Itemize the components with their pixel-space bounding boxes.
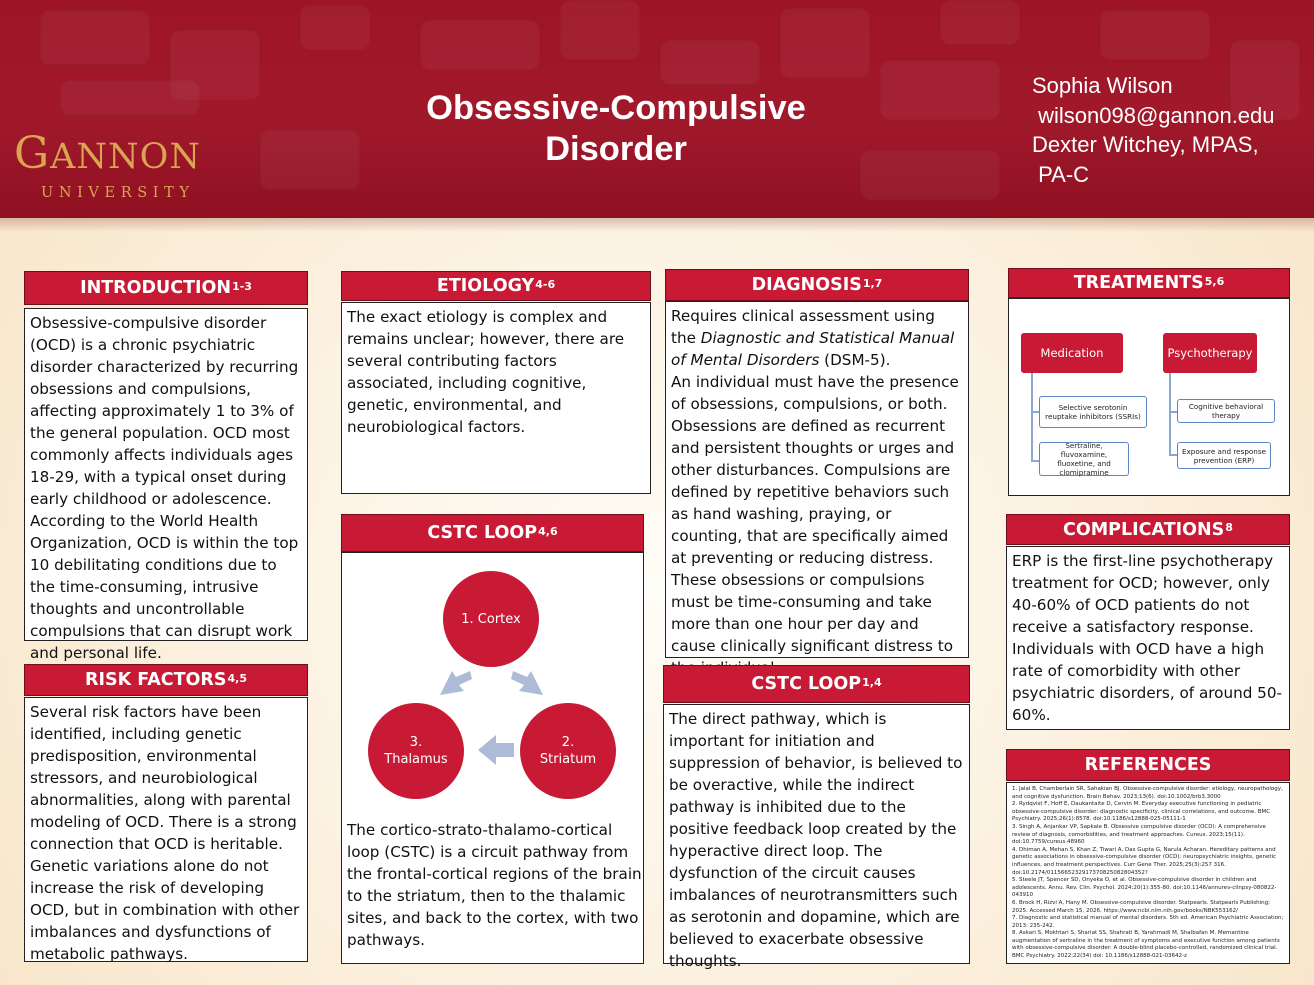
reference-item: 6. Brock H, Rizvi A, Hany M. Obsessive-compulsive disorder. Statpearls. Statpearls Publishing; 2025. Accessed March 15, 2026. https://www.ncbi.nlm.nih.gov/books/NBK553162/ (1012, 899, 1271, 914)
cstc-loop-diagram-body (341, 552, 644, 964)
header-shadow (0, 218, 1314, 232)
risk-factors-body: Several risk factors have been identified, including genetic predisposition, environmental stressors, and neurobiological abnormalities, along with parental modeling of OCD. There is a strong connection that OCD is heritable. Genetic variations alone do not increase the risk of developing OCD, but in combination with other imbalances and dysfunctions of metabolic pathways. (24, 697, 308, 962)
etiology-body: The exact etiology is complex and remains unclear; however, there are several contributing factors associated, including cognitive, genetic, environmental, and neurobiological factors. (341, 302, 651, 494)
reference-item: 5. Steele JT, Spencer SD, Onyeka O, et al. Obsessive-compulsive disorder in children and adolescents. Annu. Rev. Clin. Psychol. 2024;20(1):355-80. doi:10.1146/annurev-clinpsy-080822-043910 (1012, 877, 1277, 899)
cstc-loop-text-heading: CSTC LOOP $^{1,4}$ (663, 665, 970, 703)
diagnosis-heading: DIAGNOSIS $^{1,7}$ (665, 269, 969, 301)
complications-body: ERP is the first-line psychotherapy treatment for OCD; however, only 40-60% of OCD patients do not receive a satisfactory response. Individuals with OCD have a high rate of comorbidity with other psychiatric disorders, of around 50-60%. (1006, 546, 1290, 730)
logo-subtitle: UNIVERSITY (41, 185, 195, 201)
logo-wordmark: GANNON (14, 128, 202, 179)
advisor-name: Dexter Witchey, MPAS, (1032, 132, 1259, 157)
arrow-thalamus-to-cortex-icon (434, 667, 474, 701)
treatments-heading: TREATMENTS $^{5,6}$ (1008, 268, 1290, 298)
references-body (1006, 782, 1290, 964)
gannon-logo (14, 128, 224, 201)
treatment-ssri-examples: Sertraline, fluvoxamine, fluoxetine, and clomipramine (1039, 442, 1129, 476)
treatments-body (1008, 298, 1290, 496)
treatment-ssri: Selective serotonin reuptake inhibitors (SSRIs) (1039, 396, 1147, 428)
reference-item: 7. Diagnostic and statistical manual of mental disorders. 5th ed. American Psychiatric Association; 2013: 235-242. (1012, 915, 1284, 929)
cstc-node-striatum: 2. Striatum (520, 703, 616, 799)
cstc-loop-diagram-heading: CSTC LOOP $^{4,6}$ (341, 514, 644, 552)
poster-title: Obsessive-Compulsive Disorder (426, 89, 806, 168)
arrow-cortex-to-striatum-icon (509, 667, 549, 701)
reference-item: 3. Singh A, Anjankar VP, Sapkale B. Obsessive compulsive disorder (OCD): A comprehensive review of diagnosis, comorbidities, and treatment approaches. Cureus. 2023;15(11). doi:10.7759/cureus.48960 (1012, 823, 1266, 846)
arrow-striatum-to-thalamus-icon (476, 733, 516, 767)
psychotherapy-node: Psychotherapy (1163, 333, 1257, 373)
reference-item: 8. Askari S, Mokhtari S, Shariat SS, Shahrati B, Yarahmadi M, Shalbafan M. Memantine augmentation of sertraline in the treatment of symptoms and executive function among patients with obsessive-compulsive disorder: A double-blind placebo-controlled, randomized clinical trial. BMC Psychiatry. 2022;22(34) doi: 10.1186/s12888-021-03642-z (1012, 930, 1280, 960)
author-name: Sophia Wilson (1032, 73, 1173, 98)
treatment-erp: Exposure and response prevention (ERP) (1177, 442, 1271, 469)
etiology-heading: ETIOLOGY $^{4-6}$ (341, 271, 651, 301)
reference-item: 4. Dhiman A, Mehan S, Khan Z, Tiwari A, Das Gupta G, Narula Acharan. Hereditary patterns and genetic associations in obsessive-compulsive disorder (OCD): neuropsychiatric insights, genetic influences, and treatment perspectives. Curr Gene Ther. 2025;25(3):257 316. doi:10.2174/0115665232917370825082804352? (1012, 846, 1277, 876)
author-block (1032, 71, 1275, 189)
references-heading: REFERENCES (1006, 749, 1290, 781)
cstc-node-cortex: 1. Cortex (443, 571, 539, 667)
cstc-loop-diagram-text: The cortico-strato-thalamo-cortical loop (CSTC) is a circuit pathway from the frontal-cortical regions of the brain to the striatum, then to the thalamic sites, and back to the cortex, with two pathways. (347, 821, 642, 949)
complications-heading: COMPLICATIONS $^8$ (1006, 514, 1290, 545)
introduction-heading: INTRODUCTION $^{1-3}$ (24, 271, 308, 305)
cstc-node-thalamus: 3. Thalamus (368, 703, 464, 799)
treatment-cbt: Cognitive behavioral therapy (1177, 399, 1275, 423)
advisor-credential: PA-C (1032, 161, 1090, 187)
diagnosis-body: Requires clinical assessment using the Diagnostic and Statistical Manual of Mental Disorders (DSM-5). An individual must have the presence of obsessions, compulsions, or both. Obsessions are defined as recurrent and persistent thoughts or urges and other disturbances. Compulsions are defined by repetitive behaviors such as hand washing, praying, or counting, that are specifically aimed at preventing or reducing distress. These obsessions or compulsions must be time-consuming and take more than one hour per day and cause clinically significant distress to (665, 301, 969, 658)
reference-item: 2. Rydqvist F, Hoff E, Daukantaite D, Cervin M. Everyday executive functioning in pediatric obsessive-compulsive disorder: diagnostic specificity, clinical correlations, and outcome. BMC Psychiatry. 2025;26(1):8578. doi:10.1186/s12888-025-05111-1 (1012, 801, 1271, 823)
medication-node: Medication (1021, 333, 1123, 373)
author-email: wilson098@gannon.edu (1032, 102, 1275, 128)
introduction-body: Obsessive-compulsive disorder (OCD) is a chronic psychiatric disorder characterized by recurring obsessions and compulsions, affecting approximately 1 to 3% of the general population. OCD most commonly affects individuals ages 18-29, with a typical onset during early childhood or adolescence. According to the World Health Organization, OCD is within the top 10 debilitating conditions due to the time-consuming, intrusive thoughts and uncontrollable compulsions that can disrupt work and personal life. (24, 308, 308, 641)
reference-item: 1. Jalal B, Chamberlain SR, Sahakian BJ. Obsessive-compulsive disorder: etiology, neuropathology, and cognitive dysfunction. Brain Behav. 2023;13(6). doi:10.1002/brb3.3000 (1012, 786, 1283, 800)
cstc-loop-text-body: The direct pathway, which is important for initiation and suppression of behavior, is believed to be overactive, while the indirect pathway is inhibited due to the positive feedback loop created by the hyperactive direct loop. The dysfunction of the circuit causes imbalances of neurotransmitters such as serotonin and dopamine, which are believed to exacerbate obsessive thoughts. (663, 704, 970, 964)
risk-factors-heading: RISK FACTORS $^{4,5}$ (24, 664, 308, 696)
